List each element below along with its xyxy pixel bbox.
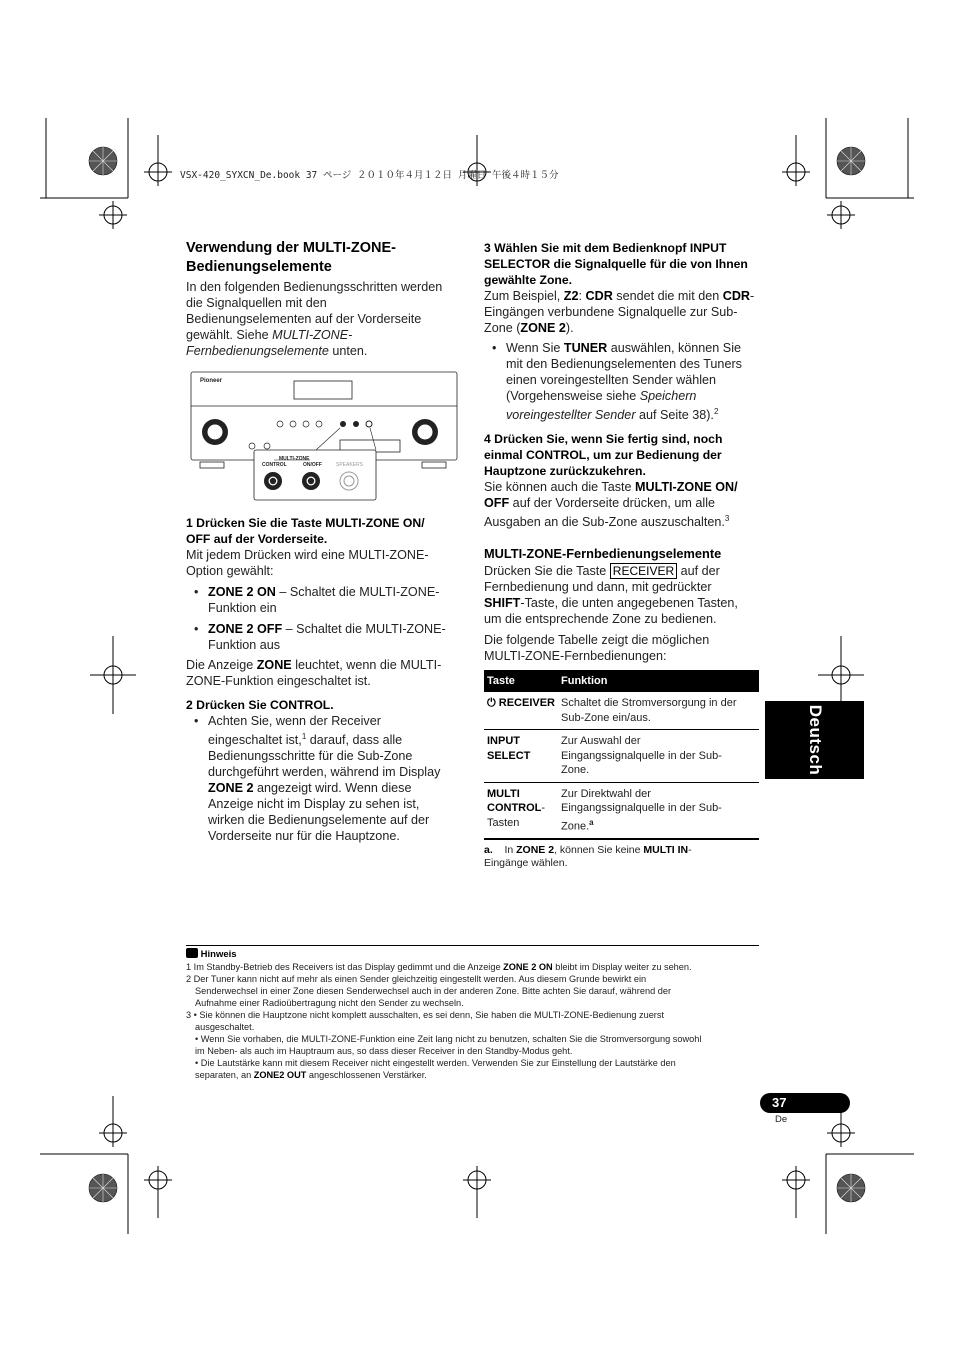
step-4-text: Sie können auch die Taste MULTI-ZONE ON/ OFF auf der Vorderseite drücken, um alle Ausgaben an die Sub-Zone auszuschalten.$^3$ <box>484 480 738 530</box>
text-line: In den folgenden Bedienungsschritten werden <box>186 280 443 294</box>
note-2: 2 Der Tuner kann nicht auf mehr als einen Sender gleichzeitig eingestellt werden. Aus diesem Grunde bewirkt ein Senderwechsel in einer Zone diesen Senderwechsel auch in der anderen Zone. Bitte achten Sie darauf, während der Aufnahme einer Radioübertragung nicht den Sender zu wechseln. <box>186 974 672 1008</box>
text-line: die Signalquellen mit den <box>186 296 327 310</box>
receiver-instructions: Drücken Sie die Taste RECEIVER auf der Fernbedienung und dann, mit gedrückter SHIFT-Taste, die unten angegebenen Tasten, um die entsprechende Zone zu bedienen. <box>484 564 738 627</box>
step-1-heading: 1 Drücken Sie die Taste MULTI-ZONE ON/ OFF auf der Vorderseite. <box>186 516 425 546</box>
table-cell: Schaltet die Stromversorgung in der Sub-Zone ein/aus. <box>558 692 759 730</box>
table-cell: Zur Auswahl der Eingangssignalquelle in der Sub- Zone. <box>558 730 759 783</box>
table-row <box>484 692 759 730</box>
step-2-heading: 2 Drücken Sie CONTROL. <box>186 698 334 712</box>
page-number-pill <box>760 1093 850 1113</box>
table-cell: MULTI CONTROL- Tasten <box>484 782 558 839</box>
language-tab <box>765 701 864 779</box>
panel-label-onoff: ON/OFF <box>303 462 322 468</box>
note-3: 3 • Sie können die Hauptzone nicht komplett ausschalten, es sei denn, Sie haben die MULTI-ZONE-Bedienung zuerst ausgeschaltet. • Wenn Sie vorhaben, die MULTI-ZONE-Funktion eine Zeit lang nicht zu benutzen, schalten Sie die Stromversorgung sowohl im Neben- als auch im Hauptraum aus, so dass dieser Receiver in den Standby-Modus geht. • Die Lautstärke kann mit diesem Receiver nicht eingestellt werden. Verwenden Sie zur Einstellung der Lautstärke den separaten, an ZONE2 OUT angeschlossenen Verstärker. <box>186 1010 702 1080</box>
left-column <box>186 239 466 359</box>
table-header-row <box>484 670 759 692</box>
panel-label-speakers: SPEAKERS <box>336 462 363 468</box>
notes-section <box>186 948 761 1081</box>
notes-title-row <box>186 948 761 961</box>
table-cell: INPUT SELECT <box>484 730 558 783</box>
step-4-heading: 4 Drücken Sie, wenn Sie fertig sind, noch einmal CONTROL, um zur Bedienung der Hauptzone zurückzukehren. <box>484 432 723 479</box>
table-cell: ⏻ RECEIVER <box>484 692 558 730</box>
page-number: 37 <box>772 1095 787 1110</box>
left-steps <box>186 515 466 844</box>
bullet-zone2off: • ZONE 2 OFF – Schaltet die MULTI-ZONE- Funktion aus <box>186 621 466 653</box>
page-lang: De <box>775 1114 788 1125</box>
print-header: VSX-420_SYXCN_De.book 37 ページ ２０１０年４月１２日 月曜日 午後４時１５分 <box>180 170 559 181</box>
svg-text:Pioneer: Pioneer <box>200 378 223 384</box>
notes-divider <box>186 945 759 946</box>
table-cell: Zur Direktwahl der Eingangssignalquelle in der Sub- Zone.$^a$ <box>558 782 759 839</box>
language-tab-label: Deutsch <box>805 704 825 776</box>
table-intro: Die folgende Tabelle zeigt die möglichen MULTI-ZONE-Fernbedienungen: <box>484 633 710 664</box>
zone-indicator-text: Die Anzeige ZONE leuchtet, wenn die MULTI- ZONE-Funktion eingeschaltet ist. <box>186 658 442 688</box>
subsection-title: MULTI-ZONE-Fernbedienungselemente <box>484 546 722 562</box>
bullet-zone2on: • ZONE 2 ON – Schaltet die MULTI-ZONE- Funktion ein <box>186 584 466 616</box>
note-icon <box>186 948 198 958</box>
note-1: 1 Im Standby-Betrieb des Receivers ist das Display gedimmt und die Anzeige ZONE 2 ON bleibt im Display weiter zu sehen. <box>186 962 692 972</box>
function-table <box>484 670 759 840</box>
step-1-text: Mit jedem Drücken wird eine MULTI-ZONE- Option gewählt: <box>186 548 429 578</box>
tuner-bullet: • Wenn Sie TUNER auswählen, können Sie mit den Bedienungselementen des Tuners einen voreingestellten Sender wählen (Vorgehensweise siehe Speichern voreingestellter Sender auf Seite 38).$^2$ <box>484 340 764 423</box>
text-line: Bedienungselementen auf der Vorderseite <box>186 312 422 326</box>
table-row <box>484 730 759 783</box>
text-line: gewählt. Siehe <box>186 328 269 342</box>
notes-title: Hinweis <box>200 949 237 960</box>
section-title <box>186 239 466 277</box>
italic-ref: Fernbedienungselemente <box>186 344 329 358</box>
receiver-key-box: RECEIVER <box>610 563 677 579</box>
table-header: Taste <box>484 670 558 692</box>
step-2-bullet: • Achten Sie, wenn der Receiver eingeschaltet ist,$^1$ darauf, dass alle Bedienungsschritte für die Sub-Zone durchgeführt werden, während im Display ZONE 2 angezeigt wird. Wenn diese Anzeige nicht im Display zu sehen ist, wirken die Bedienungselemente auf der Vorderseite nur für die Hauptzone. <box>186 713 466 844</box>
step-3-example: Zum Beispiel, Z2: CDR sendet die mit den CDR- Eingängen verbundene Signalquelle zur Sub- Zone (ZONE 2). <box>484 289 755 335</box>
title-line: Bedienungselemente <box>186 259 332 275</box>
step-3-heading: 3 Wählen Sie mit dem Bedienknopf INPUT SELECTOR die Signalquelle für die von Ihnen gewählte Zone. <box>484 241 748 287</box>
panel-label-control: CONTROL <box>262 462 287 468</box>
table-header: Funktion <box>558 670 759 692</box>
table-row <box>484 782 759 839</box>
intro-paragraph <box>186 279 466 359</box>
table-footnote: a. In ZONE 2, können Sie keine MULTI IN- Eingänge wählen. <box>484 844 692 870</box>
receiver-front-panel-illustration <box>190 368 460 503</box>
italic-ref: MULTI-ZONE- <box>272 328 353 342</box>
power-icon: ⏻ <box>487 697 496 710</box>
title-line: Verwendung der MULTI-ZONE- <box>186 240 396 256</box>
right-column <box>484 240 764 870</box>
text-line: unten. <box>328 344 368 358</box>
panel-label-multizone: MULTI-ZONE <box>279 456 310 462</box>
